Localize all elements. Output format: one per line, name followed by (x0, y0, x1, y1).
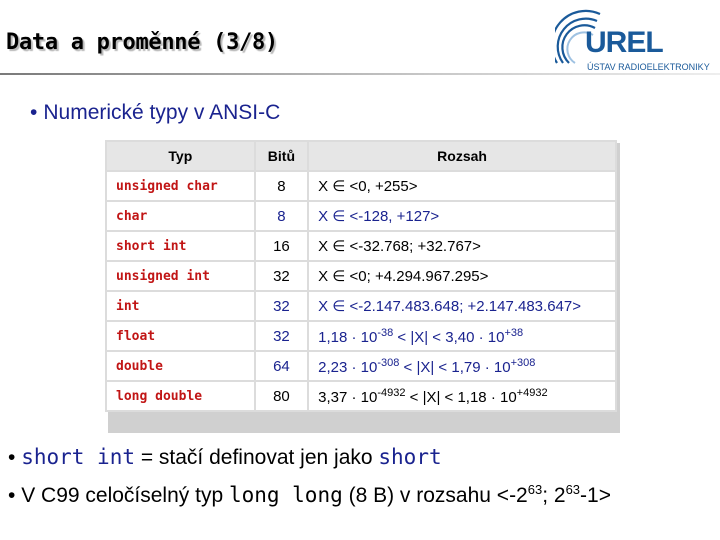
range-exp-low: -38 (377, 326, 394, 339)
table-row (106, 231, 616, 261)
code-long-long: long long (228, 483, 343, 507)
range-cell (308, 171, 616, 201)
table-row (106, 321, 616, 351)
bullet-numeric-types (30, 101, 280, 125)
range-pre: 2,23 · 10 (318, 358, 378, 376)
note-mid: (8 B) v rozsahu <-2 (342, 484, 528, 507)
bits-cell: 64 (255, 351, 308, 381)
bits-cell: 8 (255, 201, 308, 231)
range-mid: < |X| < 1,79 · 10 (399, 358, 511, 376)
bits-cell: 16 (255, 231, 308, 261)
range-pre: 3,37 · 10 (318, 388, 378, 406)
table-row (106, 291, 616, 321)
range-pre: X ∈ <-128, +127> (318, 208, 440, 225)
range-pre: X ∈ <0, +255> (318, 178, 418, 195)
header-bits: Bitů (255, 141, 308, 171)
bullet-dot-icon: • (30, 101, 38, 124)
table-row (106, 201, 616, 231)
range-cell (308, 291, 616, 321)
range-cell (308, 351, 616, 381)
code-short-int: short int (21, 445, 135, 469)
note-pre: V C99 celočíselný typ (21, 484, 229, 507)
table-row (106, 381, 616, 411)
range-pre: 1,18 · 10 (318, 328, 378, 346)
range-mid: < |X| < 1,18 · 10 (405, 388, 517, 406)
type-cell: char (106, 201, 255, 231)
type-cell: unsigned int (106, 261, 255, 291)
range-pre: X ∈ <-2.147.483.648; +2.147.483.647> (318, 298, 581, 315)
header-typ: Typ (106, 141, 255, 171)
range-cell (308, 321, 616, 351)
note-short-int (8, 445, 442, 470)
note-post: -1> (580, 484, 611, 507)
header-rozsah: Rozsah (308, 141, 616, 171)
note-mid2: ; 2 (542, 484, 566, 507)
range-exp-high: +4932 (516, 386, 548, 399)
type-cell: long double (106, 381, 255, 411)
note-c99-long-long (8, 482, 611, 508)
bullet-text: Numerické typy v ANSI-C (43, 101, 281, 124)
range-exp-low: -308 (377, 356, 400, 369)
range-mid: < |X| < 3,40 · 10 (393, 328, 505, 346)
bullet-dot-icon: • (8, 446, 22, 469)
logo-subtitle: ÚSTAV RADIOELEKTRONIKY (587, 62, 710, 72)
table-header-row (106, 141, 616, 171)
range-pre: X ∈ <0; +4.294.967.295> (318, 268, 489, 285)
logo-wordmark: UREL (585, 26, 663, 59)
range-cell (308, 201, 616, 231)
bullet-dot-icon: • (8, 484, 22, 507)
type-cell: unsigned char (106, 171, 255, 201)
bits-cell: 32 (255, 321, 308, 351)
exp-63-b: 63 (565, 482, 581, 497)
bits-cell: 8 (255, 171, 308, 201)
type-cell: short int (106, 231, 255, 261)
range-exp-low: -4932 (377, 386, 406, 399)
type-cell: int (106, 291, 255, 321)
code-short: short (378, 445, 442, 469)
table-row (106, 171, 616, 201)
note-text: = stačí definovat jen jako (134, 446, 379, 469)
range-cell (308, 381, 616, 411)
range-cell (308, 261, 616, 291)
exp-63-a: 63 (527, 482, 543, 497)
range-cell (308, 231, 616, 261)
range-exp-high: +308 (510, 356, 536, 369)
slide-title: Data a proměnné (3/8) (6, 30, 278, 55)
numeric-types-table (105, 140, 617, 412)
table-row (106, 261, 616, 291)
type-cell: float (106, 321, 255, 351)
bits-cell: 32 (255, 291, 308, 321)
bits-cell: 80 (255, 381, 308, 411)
type-cell: double (106, 351, 255, 381)
range-exp-high: +38 (504, 326, 524, 339)
range-pre: X ∈ <-32.768; +32.767> (318, 238, 481, 255)
table-row (106, 351, 616, 381)
bits-cell: 32 (255, 261, 308, 291)
